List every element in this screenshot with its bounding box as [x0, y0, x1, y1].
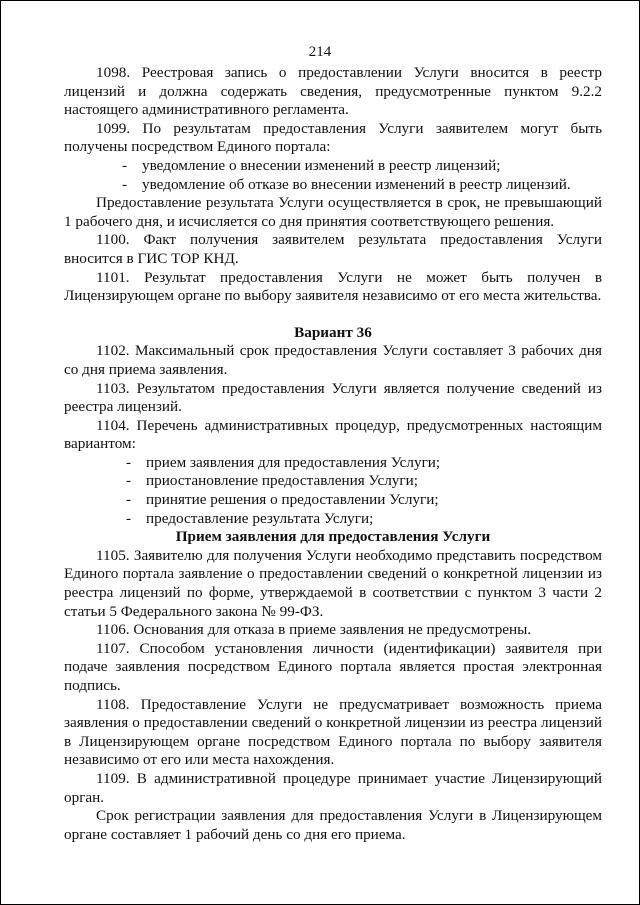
- list-item: [64, 454, 602, 473]
- paragraph: Срок регистрации заявления для предоставления Услуги в Лицензирующем органе составляет 1 рабочий день со дня его приема.: [64, 807, 602, 843]
- dash-bullet-icon: -: [122, 175, 128, 193]
- list-item: [64, 176, 602, 195]
- paragraph: 1100. Факт получения заявителем результата предоставления Услуги вносится в ГИС ТОР КНД.: [64, 231, 602, 267]
- list-item-text: уведомление об отказе во внесении изменений в реестр лицензий.: [142, 175, 571, 193]
- bullet-list: [64, 157, 602, 194]
- paragraph: Предоставление результата Услуги осуществляется в срок, не превышающий 1 рабочего дня, и исчисляется со дня принятия соответствующего решения.: [64, 194, 602, 230]
- dash-bullet-icon: -: [126, 509, 132, 527]
- section-heading: Вариант 36: [294, 323, 372, 341]
- list-item: [64, 491, 602, 510]
- list-item-text: предоставление результата Услуги;: [146, 509, 374, 527]
- paragraph: 1099. По результатам предоставления Услуги заявителем могут быть получены посредством Единого портала:: [64, 119, 602, 156]
- dash-bullet-icon: -: [122, 156, 128, 174]
- section-heading: Прием заявления для предоставления Услуги: [175, 528, 491, 546]
- dash-bullet-icon: -: [126, 491, 132, 509]
- list-item-text: уведомление о внесении изменений в реестр лицензий;: [142, 156, 501, 174]
- list-item-text: принятие решения о предоставлении Услуги;: [146, 491, 439, 509]
- list-item-text: прием заявления для предоставления Услуги;: [146, 453, 441, 471]
- spacer: [64, 306, 602, 324]
- paragraph: 1103. Результатом предоставления Услуги является получение сведений из реестра лицензий.: [64, 379, 602, 416]
- dash-bullet-icon: -: [126, 472, 132, 490]
- page-number: 214: [308, 44, 332, 60]
- paragraph: 1104. Перечень административных процедур, предусмотренных настоящим вариантом:: [64, 416, 602, 453]
- document-body: [64, 64, 602, 844]
- paragraph: 1098. Реестровая запись о предоставлении Услуги вносится в реестр лицензий и должна содержать сведения, предусмотренные пунктом 9.2.2 настоящего административного регламента.: [64, 64, 602, 119]
- dash-bullet-icon: -: [126, 453, 132, 471]
- paragraph: 1108. Предоставление Услуги не предусматривает возможность приема заявления о предоставлении сведений о конкретной лицензии из реестра лицензий в Лицензирующем органе посредством Единого портала по выбору заявителя независимо от его или места нахождения.: [64, 695, 602, 769]
- bullet-list: [64, 454, 602, 528]
- paragraph: 1105. Заявителю для получения Услуги необходимо представить посредством Единого портала заявление о предоставлении сведений о конкретной лицензии из реестра лицензий по форме, утверждаемой в соответствии с пунктом 3 части 2 статьи 5 Федерального закона № 99-ФЗ.: [64, 546, 602, 620]
- list-item: [64, 472, 602, 491]
- list-item: [64, 510, 602, 529]
- paragraph: 1101. Результат предоставления Услуги не может быть получен в Лицензирующем органе по выбору заявителя независимо от его места жительства.: [64, 268, 602, 305]
- list-item: [64, 157, 602, 176]
- paragraph: 1109. В административной процедуре принимает участие Лицензирующий орган.: [64, 769, 602, 806]
- list-item-text: приостановление предоставления Услуги;: [146, 472, 418, 490]
- paragraph: 1106. Основания для отказа в приеме заявления не предусмотрены.: [96, 621, 532, 639]
- paragraph: 1102. Максимальный срок предоставления Услуги составляет 3 рабочих дня со дня приема заявления.: [64, 342, 602, 378]
- paragraph: 1107. Способом установления личности (идентификации) заявителя при подаче заявления посредством Единого портала является простая электронная подпись.: [64, 639, 602, 694]
